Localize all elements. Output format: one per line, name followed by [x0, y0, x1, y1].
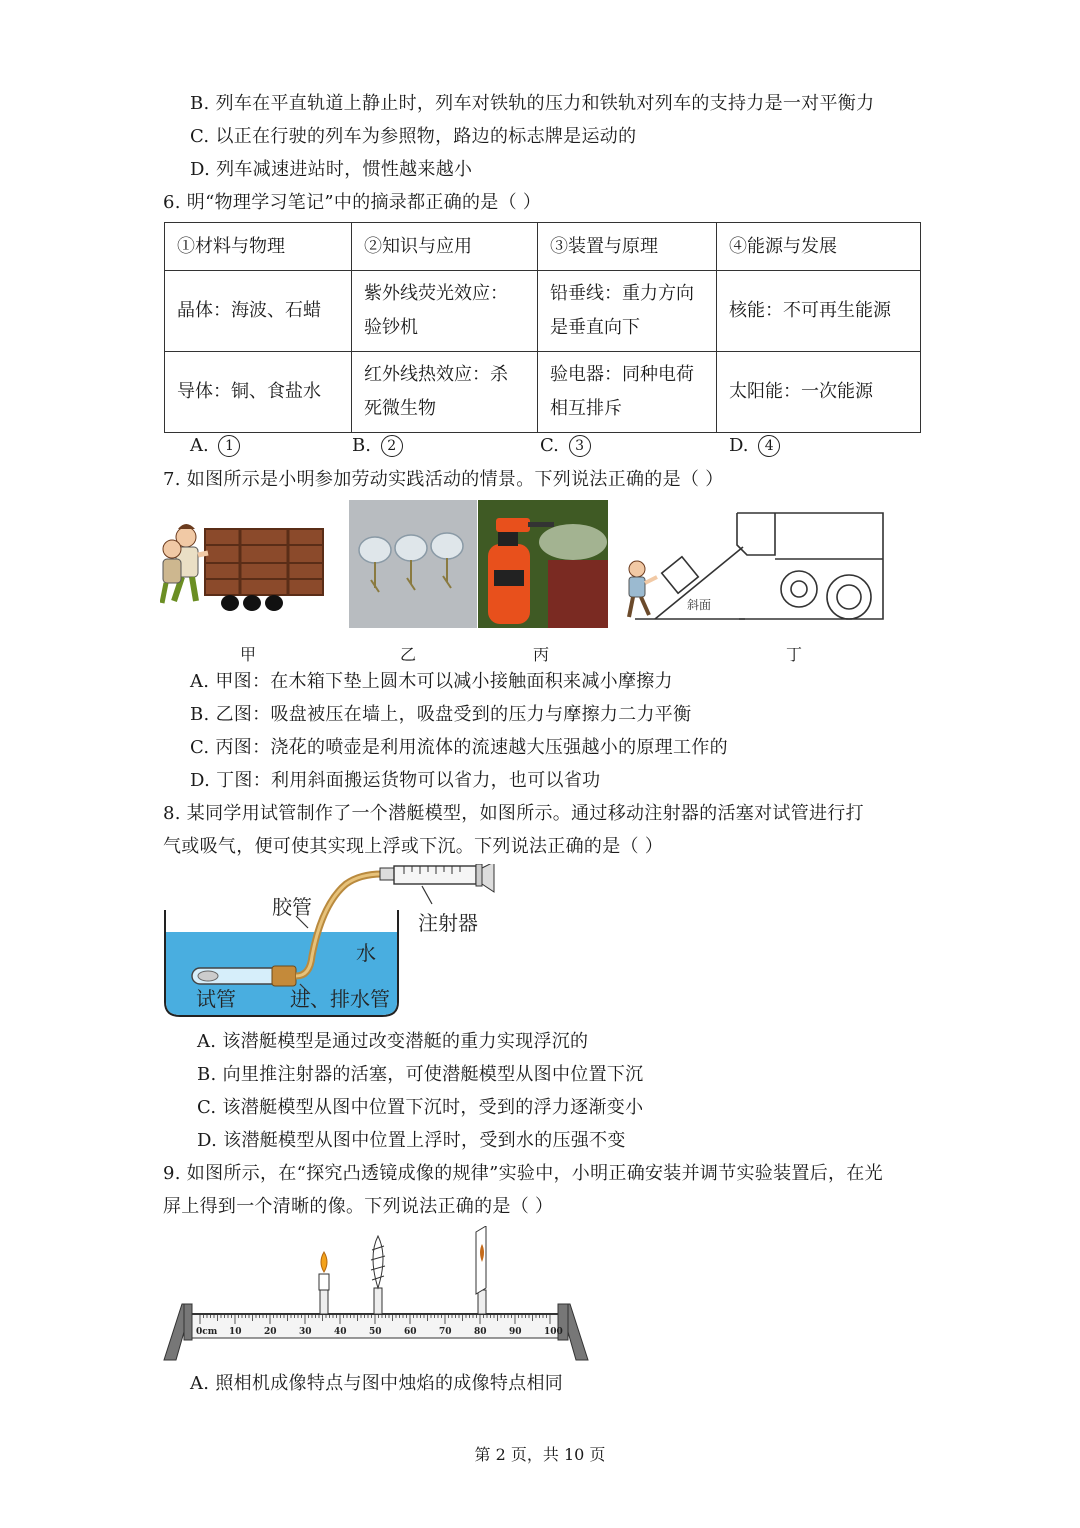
figure-caption: 甲 — [240, 645, 257, 664]
q8-stem-line1: 8. 某同学用试管制作了一个潜艇模型，如图所示。通过移动注射器的活塞对试管进行打 — [163, 803, 864, 824]
hose-label: 胶管 — [272, 895, 312, 919]
pipe-label: 进、排水管 — [290, 987, 390, 1011]
table-cell: 导体：铜、食盐水 — [165, 352, 352, 433]
q8-option-b: B. 向里推注射器的活塞，可使潜艇模型从图中位置下沉 — [197, 1064, 644, 1085]
spray-bottle-figure — [478, 500, 608, 628]
q6-stem: 6. 明“物理学习笔记”中的摘录都正确的是（ ） — [163, 192, 542, 213]
q7-option-a: A. 甲图：在木箱下垫上圆木可以减小接触面积来减小摩擦力 — [190, 671, 673, 692]
table-cell: 紫外线荧光效应：验钞机 — [352, 271, 538, 352]
ruler-tick-label: 70 — [439, 1327, 452, 1337]
q8-option-d: D. 该潜艇模型从图中位置上浮时，受到水的压强不变 — [197, 1130, 626, 1151]
ruler-tick-label: 10 — [229, 1327, 242, 1337]
q6-option-b — [352, 434, 403, 458]
ruler-tick-label: 20 — [264, 1327, 277, 1337]
table-header-cell: ④能源与发展 — [717, 223, 921, 271]
circled-number: 1 — [218, 435, 240, 457]
table-header-cell: ③装置与原理 — [538, 223, 717, 271]
q8-stem-line2: 气或吸气，便可使其实现上浮或下沉。下列说法正确的是（ ） — [163, 836, 664, 857]
q7-option-b: B. 乙图：吸盘被压在墙上，吸盘受到的压力与摩擦力二力平衡 — [190, 704, 692, 725]
incline-figure — [615, 507, 890, 627]
ruler-tick-label: 60 — [404, 1327, 417, 1337]
q8-option-c: C. 该潜艇模型从图中位置下沉时，受到的浮力逐渐变小 — [197, 1097, 644, 1118]
table-header-row — [165, 223, 921, 271]
q5-option-c: C. 以正在行驶的列车为参照物，路边的标志牌是运动的 — [190, 126, 637, 147]
ruler-tick-label: 80 — [474, 1327, 487, 1337]
submarine-model-figure — [160, 864, 500, 1024]
q7-option-d: D. 丁图：利用斜面搬运货物可以省力，也可以省功 — [190, 770, 601, 791]
figure-caption: 丁 — [786, 645, 803, 664]
table-cell: 太阳能：一次能源 — [717, 352, 921, 433]
table-cell: 红外线热效应：杀死微生物 — [352, 352, 538, 433]
q5-option-b: B. 列车在平直轨道上静止时，列车对铁轨的压力和铁轨对列车的支持力是一对平衡力 — [190, 93, 875, 114]
q9-stem-line1: 9. 如图所示，在“探究凸透镜成像的规律”实验中，小明正确安装并调节实验装置后，在光 — [163, 1163, 883, 1184]
q7-stem: 7. 如图所示是小明参加劳动实践活动的情景。下列说法正确的是（ ） — [163, 469, 724, 490]
circled-number: 3 — [569, 435, 591, 457]
ruler-tick-label: 40 — [334, 1327, 347, 1337]
option-letter: D. — [729, 435, 749, 456]
test-tube-label: 试管 — [196, 987, 236, 1011]
circled-number: 2 — [381, 435, 403, 457]
ruler-tick-label: 100 — [544, 1327, 563, 1337]
q9-option-a: A. 照相机成像特点与图中烛焰的成像特点相同 — [190, 1373, 564, 1394]
q6-option-d — [729, 434, 780, 458]
ruler-tick-label: 90 — [509, 1327, 522, 1337]
ruler-tick-label: 0cm — [196, 1327, 218, 1337]
optical-bench-figure — [160, 1226, 590, 1366]
circled-number: 4 — [758, 435, 780, 457]
suction-cup-figure — [349, 500, 477, 628]
figure-caption: 丙 — [533, 645, 550, 664]
option-letter: A. — [190, 435, 209, 456]
q9-stem-line2: 屏上得到一个清晰的像。下列说法正确的是（ ） — [163, 1196, 554, 1217]
option-letter: B. — [352, 435, 371, 456]
table-header-cell: ①材料与物理 — [165, 223, 352, 271]
page-footer: 第 2 页，共 10 页 — [474, 1445, 606, 1464]
table-row — [165, 352, 921, 433]
q6-option-c — [540, 434, 591, 458]
q8-option-a: A. 该潜艇模型是通过改变潜艇的重力实现浮沉的 — [197, 1031, 589, 1052]
syringe-label: 注射器 — [418, 911, 478, 935]
q6-option-a — [190, 434, 240, 458]
option-letter: C. — [540, 435, 559, 456]
q7-option-c: C. 丙图：浇花的喷壶是利用流体的流速越大压强越小的原理工作的 — [190, 737, 728, 758]
water-label: 水 — [356, 941, 376, 965]
table-cell: 晶体：海波、石蜡 — [165, 271, 352, 352]
table-header-cell: ②知识与应用 — [352, 223, 538, 271]
incline-label: 斜面 — [687, 598, 712, 612]
crate-figure — [160, 515, 330, 615]
figure-caption: 乙 — [400, 645, 417, 664]
table-row — [165, 271, 921, 352]
ruler-tick-label: 30 — [299, 1327, 312, 1337]
table-cell: 验电器：同种电荷相互排斥 — [538, 352, 717, 433]
notes-table — [164, 222, 921, 433]
table-cell: 铅垂线：重力方向是垂直向下 — [538, 271, 717, 352]
q5-option-d: D. 列车减速进站时，惯性越来越小 — [190, 159, 473, 180]
ruler-tick-label: 50 — [369, 1327, 382, 1337]
table-cell: 核能：不可再生能源 — [717, 271, 921, 352]
